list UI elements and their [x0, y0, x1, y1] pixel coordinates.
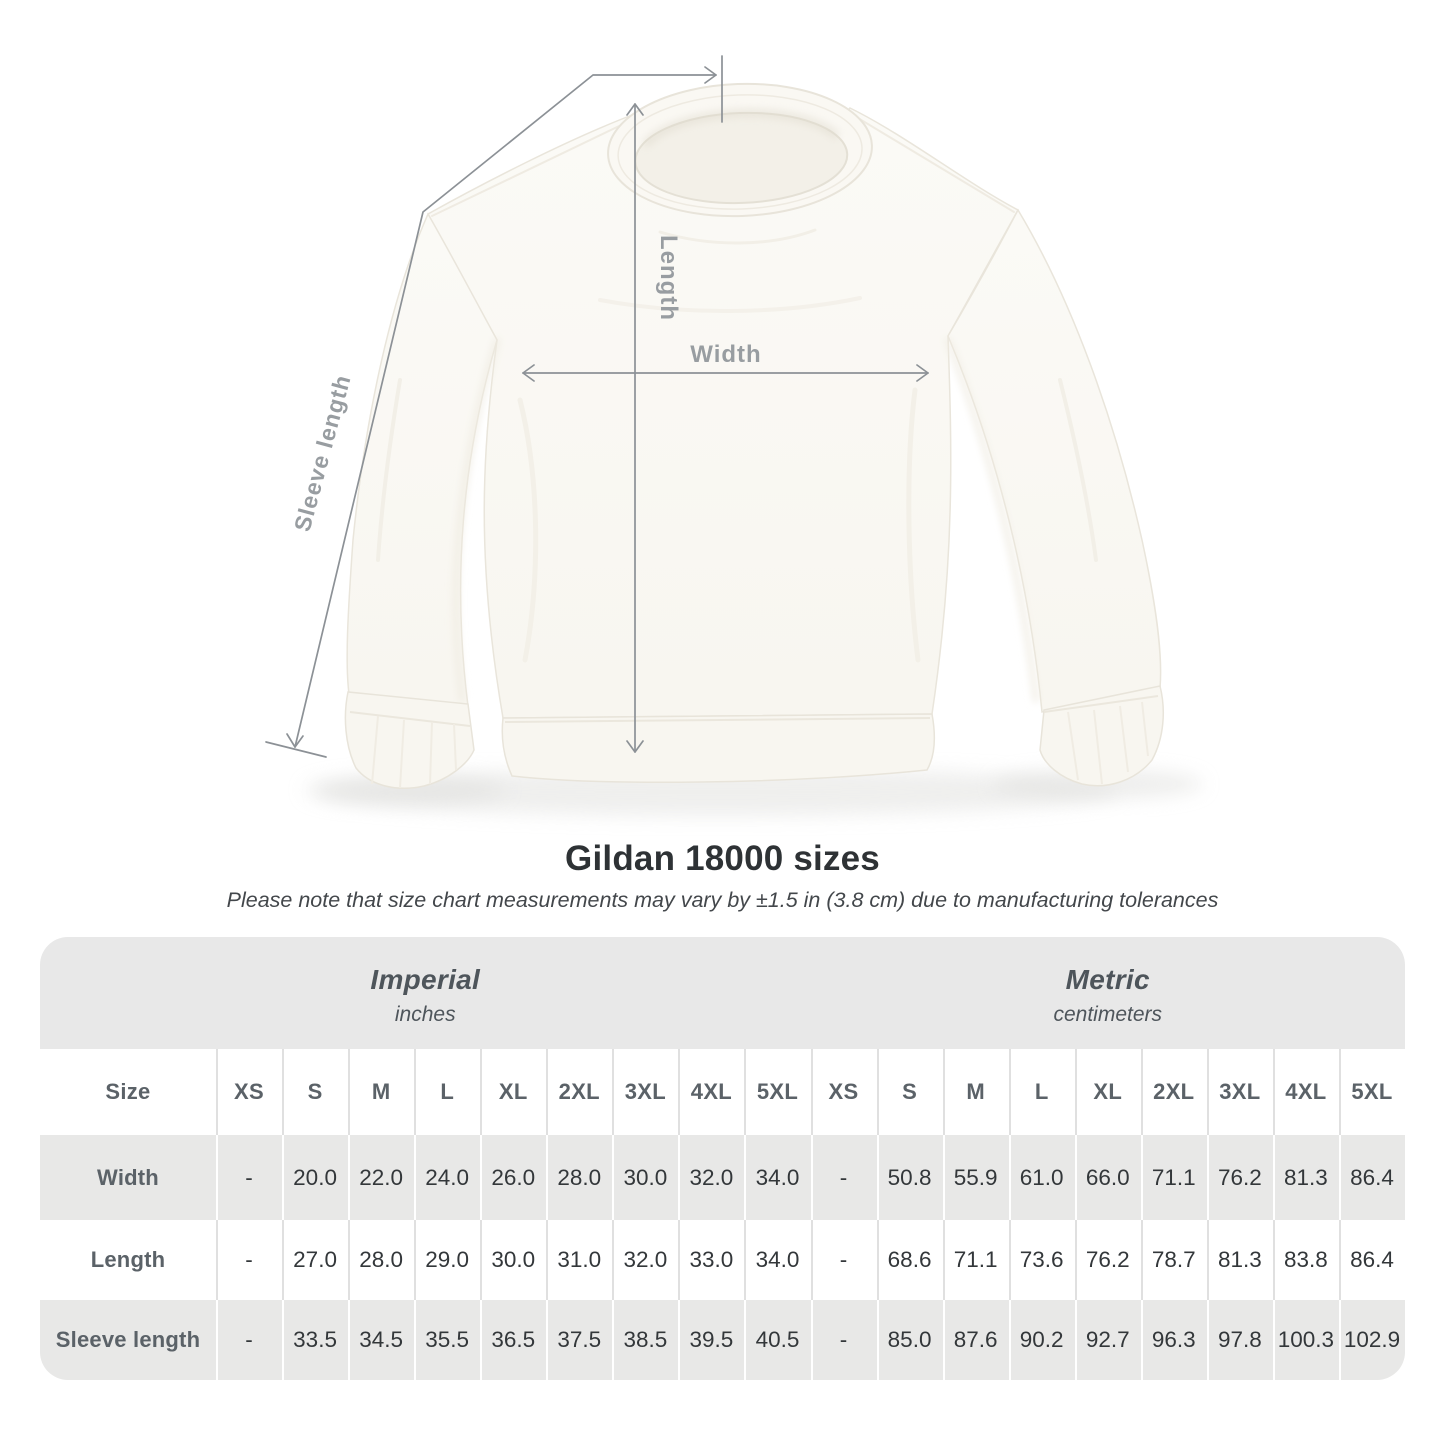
- imperial-value-cell: 30.0: [612, 1135, 678, 1220]
- metric-value-cell: 71.1: [1141, 1135, 1207, 1220]
- metric-value-cell: 73.6: [1009, 1220, 1075, 1300]
- imperial-value-cell: 20.0: [282, 1135, 348, 1220]
- metric-value-cell: 90.2: [1009, 1300, 1075, 1380]
- page-subtitle: Please note that size chart measurements may vary by ±1.5 in (3.8 cm) due to manufacturing tolerances: [226, 888, 1219, 912]
- left-cuff: [345, 692, 474, 788]
- metric-value-cell: 61.0: [1009, 1135, 1075, 1220]
- metric-size-header-M: M: [943, 1049, 1009, 1135]
- metric-value-cell: 55.9: [943, 1135, 1009, 1220]
- imperial-value-cell: 34.0: [744, 1135, 810, 1220]
- imperial-value-cell: 33.0: [678, 1220, 744, 1300]
- imperial-value-cell: 26.0: [480, 1135, 546, 1220]
- imperial-value-cell: 34.0: [744, 1220, 810, 1300]
- metric-value-cell: 100.3: [1273, 1300, 1339, 1380]
- metric-group-name: Metric: [1065, 963, 1150, 995]
- metric-value-cell: 81.3: [1207, 1220, 1273, 1300]
- imperial-value-cell: 27.0: [282, 1220, 348, 1300]
- metric-value-cell: 87.6: [943, 1300, 1009, 1380]
- imperial-size-header-XS: XS: [216, 1049, 282, 1135]
- imperial-group-header: [40, 937, 811, 1049]
- imperial-size-header-S: S: [282, 1049, 348, 1135]
- imperial-value-cell: 31.0: [546, 1220, 612, 1300]
- unit-group-header-row: [40, 937, 1405, 1049]
- metric-size-header-4XL: 4XL: [1273, 1049, 1339, 1135]
- imperial-value-cell: -: [216, 1135, 282, 1220]
- metric-value-cell: 68.6: [877, 1220, 943, 1300]
- metric-value-cell: 85.0: [877, 1300, 943, 1380]
- imperial-size-header-4XL: 4XL: [678, 1049, 744, 1135]
- metric-value-cell: -: [811, 1220, 877, 1300]
- imperial-size-header-5XL: 5XL: [744, 1049, 810, 1135]
- imperial-value-cell: -: [216, 1220, 282, 1300]
- metric-value-cell: -: [811, 1300, 877, 1380]
- metric-value-cell: 50.8: [877, 1135, 943, 1220]
- imperial-value-cell: 36.5: [480, 1300, 546, 1380]
- size-table-grid: [40, 1049, 1405, 1380]
- row-label-2: Sleeve length: [40, 1300, 216, 1380]
- sweatshirt-right-sleeve: [948, 210, 1161, 712]
- metric-value-cell: 71.1: [943, 1220, 1009, 1300]
- metric-value-cell: 97.8: [1207, 1300, 1273, 1380]
- imperial-value-cell: 32.0: [678, 1135, 744, 1220]
- metric-value-cell: 81.3: [1273, 1135, 1339, 1220]
- metric-size-header-XL: XL: [1075, 1049, 1141, 1135]
- metric-value-cell: 96.3: [1141, 1300, 1207, 1380]
- imperial-value-cell: 24.0: [414, 1135, 480, 1220]
- imperial-group-unit: inches: [394, 1002, 456, 1026]
- metric-value-cell: 86.4: [1339, 1220, 1405, 1300]
- imperial-value-cell: 32.0: [612, 1220, 678, 1300]
- metric-size-header-3XL: 3XL: [1207, 1049, 1273, 1135]
- metric-size-header-2XL: 2XL: [1141, 1049, 1207, 1135]
- imperial-value-cell: 39.5: [678, 1300, 744, 1380]
- imperial-value-cell: 34.5: [348, 1300, 414, 1380]
- metric-value-cell: 66.0: [1075, 1135, 1141, 1220]
- size-column-header: Size: [40, 1049, 216, 1135]
- row-label-1: Length: [40, 1220, 216, 1300]
- metric-value-cell: 92.7: [1075, 1300, 1141, 1380]
- imperial-value-cell: 22.0: [348, 1135, 414, 1220]
- metric-group-unit: centimeters: [1053, 1002, 1163, 1026]
- metric-value-cell: 102.9: [1339, 1300, 1405, 1380]
- row-label-0: Width: [40, 1135, 216, 1220]
- metric-value-cell: 76.2: [1207, 1135, 1273, 1220]
- imperial-value-cell: 33.5: [282, 1300, 348, 1380]
- metric-size-header-5XL: 5XL: [1339, 1049, 1405, 1135]
- metric-group-header: [811, 937, 1406, 1049]
- metric-value-cell: 83.8: [1273, 1220, 1339, 1300]
- imperial-size-header-3XL: 3XL: [612, 1049, 678, 1135]
- imperial-size-header-L: L: [414, 1049, 480, 1135]
- sleeve-measure-label: Sleeve length: [288, 371, 356, 535]
- metric-value-cell: 76.2: [1075, 1220, 1141, 1300]
- metric-value-cell: -: [811, 1135, 877, 1220]
- metric-value-cell: 78.7: [1141, 1220, 1207, 1300]
- size-table: [40, 937, 1405, 1380]
- imperial-value-cell: 37.5: [546, 1300, 612, 1380]
- metric-size-header-L: L: [1009, 1049, 1075, 1135]
- length-measure-label: Length: [655, 235, 682, 321]
- imperial-value-cell: 30.0: [480, 1220, 546, 1300]
- imperial-value-cell: 40.5: [744, 1300, 810, 1380]
- imperial-value-cell: 29.0: [414, 1220, 480, 1300]
- imperial-group-name: Imperial: [370, 963, 481, 995]
- imperial-size-header-2XL: 2XL: [546, 1049, 612, 1135]
- metric-value-cell: 86.4: [1339, 1135, 1405, 1220]
- metric-size-header-XS: XS: [811, 1049, 877, 1135]
- page-title: Gildan 18000 sizes: [565, 839, 880, 878]
- imperial-value-cell: -: [216, 1300, 282, 1380]
- imperial-value-cell: 35.5: [414, 1300, 480, 1380]
- waistband: [502, 714, 934, 782]
- imperial-value-cell: 38.5: [612, 1300, 678, 1380]
- imperial-size-header-M: M: [348, 1049, 414, 1135]
- metric-size-header-S: S: [877, 1049, 943, 1135]
- imperial-value-cell: 28.0: [546, 1135, 612, 1220]
- width-measure-label: Width: [690, 341, 762, 368]
- imperial-value-cell: 28.0: [348, 1220, 414, 1300]
- imperial-size-header-XL: XL: [480, 1049, 546, 1135]
